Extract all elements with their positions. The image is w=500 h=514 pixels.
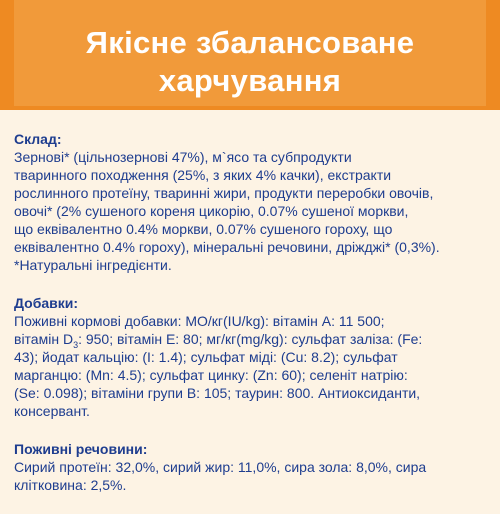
additives-line-rest: : 950; вітамін Е: 80; мг/кг(mg/kg): сульфат заліза: (Fe: <box>78 331 423 347</box>
nutrients-section <box>14 440 492 494</box>
additives-line: Поживні кормові добавки: МО/кг(IU/kg): вітамін А: 11 500; <box>14 313 385 329</box>
composition-line: Зернові* (цільнозернові 47%), м`ясо та субпродукти <box>14 149 352 165</box>
banner-title-line-1: Якісне збалансоване <box>85 25 415 60</box>
additives-line <box>14 330 492 348</box>
additives-line: консервант. <box>14 403 90 419</box>
product-info <box>14 130 492 514</box>
composition-line: тваринного походження (25%, з яких 4% качки), екстракти <box>14 167 392 183</box>
additives-section <box>14 294 492 420</box>
header-banner <box>0 0 500 110</box>
composition-footnote: *Натуральні інгредієнти. <box>14 257 172 273</box>
composition-line: овочі* (2% сушеного кореня цикорію, 0.07% сушеної моркви, <box>14 203 409 219</box>
composition-line: еквівалентно 0.4% гороху), мінеральні речовини, дріжджі* (0,3%). <box>14 239 440 255</box>
vitamin-d-label: вітамін D <box>14 331 74 347</box>
nutrients-heading: Поживні речовини: <box>14 441 148 457</box>
banner-title-line-2: харчування <box>158 63 342 98</box>
additives-heading: Добавки: <box>14 295 79 311</box>
nutrients-line: клітковина: 2,5%. <box>14 477 127 493</box>
vitamin-d-subscript: 3 <box>73 339 79 350</box>
banner-title <box>0 24 500 100</box>
composition-heading: Склад: <box>14 131 62 147</box>
nutrients-line: Сирий протеїн: 32,0%, сирий жир: 11,0%, сира зола: 8,0%, сира <box>14 459 427 475</box>
composition-line: що еквівалентно 0.4% моркви, 0.07% сушеного гороху, що <box>14 221 393 237</box>
additives-line: (Se: 0.098); вітаміни групи В: 105; таурин: 800. Антиоксиданти, <box>14 385 421 401</box>
additives-line: 43); йодат кальцію: (I: 1.4); сульфат міді: (Cu: 8.2); сульфат <box>14 349 398 365</box>
composition-line: рослинного протеїну, тваринні жири, продукти переробки овочів, <box>14 185 434 201</box>
composition-section <box>14 130 492 274</box>
additives-line: марганцю: (Mn: 4.5); сульфат цинку: (Zn: 60); селеніт натрію: <box>14 367 408 383</box>
